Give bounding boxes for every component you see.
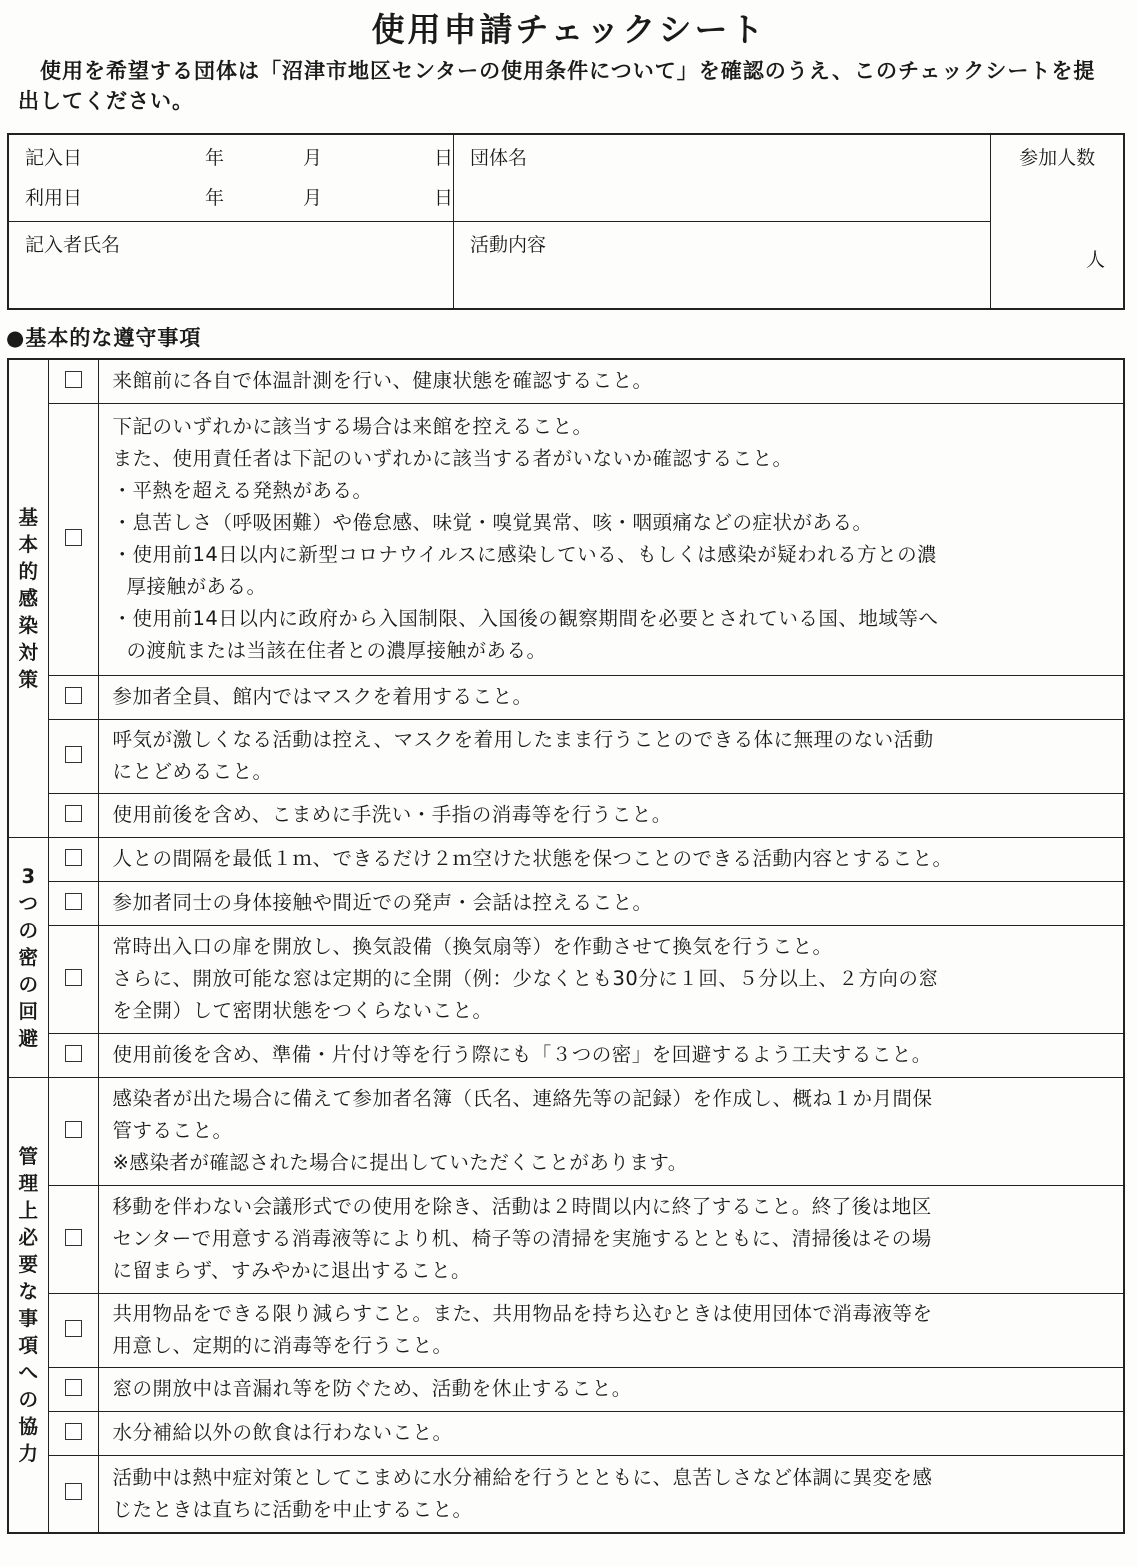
checklist-row — [8, 881, 1124, 925]
rule-line: 用意し、定期的に消毒等を行うこと。 — [112, 1334, 453, 1357]
rule-line: ・使用前14日以内に新型コロナウイルスに感染している、もしくは感染が疑われる方との濃 — [112, 543, 938, 566]
checkbox-cell — [48, 359, 98, 403]
checkbox[interactable] — [65, 1320, 82, 1337]
rule-line: ・平熱を超える発熱がある。 — [112, 479, 373, 502]
category-char: 基 — [18, 505, 38, 529]
rule-line: 参加者同士の身体接触や間近での発声・会話は控えること。 — [112, 891, 653, 914]
rules-checklist — [7, 358, 1125, 1534]
checkbox[interactable] — [65, 1379, 82, 1396]
checkbox-cell — [48, 1033, 98, 1077]
rule-line: さらに、開放可能な窓は定期的に全開（例：少なくとも30分に１回、５分以上、２方向の窓 — [112, 967, 939, 990]
category-char: 感 — [18, 586, 38, 610]
rule-text — [98, 719, 1124, 793]
checkbox[interactable] — [65, 529, 82, 546]
checkbox[interactable] — [65, 805, 82, 822]
checkbox[interactable] — [65, 849, 82, 866]
rule-line: ・使用前14日以内に政府から入国制限、入国後の観察期間を必要とされている国、地域等へ — [112, 607, 939, 630]
rule-line: に留まらず、すみやかに退出すること。 — [112, 1259, 471, 1282]
rule-line: 水分補給以外の飲食は行わないこと。 — [112, 1421, 453, 1444]
category-char: な — [18, 1279, 38, 1303]
checkbox[interactable] — [65, 1121, 82, 1138]
entry-year-field[interactable]: 年 — [205, 147, 225, 169]
checkbox-cell — [48, 1077, 98, 1185]
applicant-info-table — [7, 133, 1125, 310]
checkbox[interactable] — [65, 969, 82, 986]
category-label — [8, 359, 48, 837]
rule-line: 活動中は熱中症対策としてこまめに水分補給を行うとともに、息苦しさなど体調に異変を感 — [112, 1465, 933, 1489]
page-title: 使用申請チェックシート — [371, 10, 767, 49]
category-char: 項 — [18, 1333, 38, 1357]
category-char: 上 — [18, 1198, 38, 1222]
rule-text — [98, 1367, 1124, 1411]
rule-line: 窓の開放中は音漏れ等を防ぐため、活動を休止すること。 — [112, 1377, 632, 1400]
rule-line: 下記のいずれかに該当する場合は来館を控えること。 — [112, 415, 593, 438]
rule-line: を全開）して密閉状態をつくらないこと。 — [112, 999, 493, 1022]
rule-line: 参加者全員、館内ではマスクを着用すること。 — [112, 685, 533, 708]
checklist-row — [8, 403, 1124, 675]
checklist-row — [8, 1411, 1124, 1455]
category-char: 対 — [18, 640, 38, 664]
writer-name-label: 記入者氏名 — [25, 233, 121, 256]
checkbox-cell — [48, 403, 98, 675]
participants-label: 参加人数 — [1019, 147, 1096, 169]
rule-text — [98, 1185, 1124, 1293]
rule-text — [98, 1411, 1124, 1455]
rule-line: 常時出入口の扉を開放し、換気設備（換気扇等）を作動させて換気を行うこと。 — [112, 935, 833, 958]
rule-line: ・息苦しさ（呼吸困難）や倦怠感、味覚・嗅覚異常、咳・咽頭痛などの症状がある。 — [112, 511, 873, 534]
checkbox-cell — [48, 675, 98, 719]
use-month-field[interactable]: 月 — [303, 187, 323, 209]
category-char: つ — [18, 891, 38, 915]
category-char: 染 — [18, 613, 38, 637]
checklist-row — [8, 719, 1124, 793]
checklist-row — [8, 1455, 1124, 1533]
rule-text — [98, 793, 1124, 837]
rule-text — [98, 925, 1124, 1033]
rule-text — [98, 1293, 1124, 1367]
category-char: 的 — [18, 559, 38, 583]
checklist-row — [8, 1185, 1124, 1293]
section-heading: ●基本的な遵守事項 — [6, 326, 202, 350]
participants-field[interactable] — [991, 134, 1124, 309]
checkbox[interactable] — [65, 1423, 82, 1440]
checkbox-cell — [48, 793, 98, 837]
rule-line: また、使用責任者は下記のいずれかに該当する者がいないか確認すること。 — [112, 447, 793, 470]
checklist-row — [8, 1077, 1124, 1185]
checkbox-cell — [48, 1367, 98, 1411]
category-char: 本 — [18, 532, 38, 556]
use-date-label: 利用日 — [25, 187, 83, 209]
rule-line: 移動を伴わない会議形式での使用を除き、活動は２時間以内に終了すること。終了後は地区 — [112, 1195, 932, 1218]
rule-line: 呼気が激しくなる活動は控え、マスクを着用したまま行うことのできる体に無理のない活動 — [112, 728, 934, 751]
checkbox[interactable] — [65, 746, 82, 763]
category-char: 必 — [18, 1225, 38, 1249]
category-char: の — [18, 1387, 38, 1411]
category-char: へ — [18, 1360, 38, 1384]
checkbox[interactable] — [65, 1229, 82, 1246]
checklist-row — [8, 925, 1124, 1033]
category-char: 事 — [18, 1306, 38, 1330]
participants-unit: 人 — [1085, 249, 1105, 271]
checkbox-cell — [48, 1455, 98, 1533]
rule-line: 人との間隔を最低１ｍ、できるだけ２ｍ空けた状態を保つことのできる活動内容とすること。 — [112, 847, 953, 870]
category-char: 協 — [18, 1414, 38, 1438]
rule-text — [98, 1455, 1124, 1533]
checkbox-cell — [48, 837, 98, 881]
checklist-row — [8, 359, 1124, 403]
checkbox-cell — [48, 1185, 98, 1293]
rule-line: 使用前後を含め、準備・片付け等を行う際にも「３つの密」を回避するよう工夫すること。 — [112, 1043, 932, 1066]
checkbox[interactable] — [65, 1483, 82, 1500]
checklist-row — [8, 793, 1124, 837]
rule-line: じたときは直ちに活動を中止すること。 — [112, 1497, 473, 1521]
category-char: 回 — [18, 999, 38, 1023]
entry-date-label: 記入日 — [25, 147, 83, 169]
rule-text — [98, 1077, 1124, 1185]
checkbox-cell — [48, 1293, 98, 1367]
checklist-row — [8, 837, 1124, 881]
rule-text — [98, 675, 1124, 719]
rule-line: 使用前後を含め、こまめに手洗い・手指の消毒等を行うこと。 — [112, 803, 672, 826]
date-cell — [8, 134, 454, 221]
checkbox[interactable] — [65, 893, 82, 910]
rule-text — [98, 359, 1124, 403]
checkbox[interactable] — [65, 687, 82, 704]
category-label — [8, 837, 48, 1077]
entry-month-field[interactable]: 月 — [303, 147, 323, 169]
checkbox-cell — [48, 1411, 98, 1455]
rule-text — [98, 1033, 1124, 1077]
checklist-row — [8, 1033, 1124, 1077]
intro-text: 使用を希望する団体は「沼津市地区センターの使用条件について」を確認のうえ、このチェックシートを提出してください。 — [18, 59, 1096, 113]
entry-day-field[interactable]: 日 — [433, 147, 453, 169]
rule-line: 共用物品をできる限り減らすこと。また、共用物品を持ち込むときは使用団体で消毒液等を — [112, 1302, 933, 1325]
rule-line: 感染者が出た場合に備えて参加者名簿（氏名、連絡先等の記録）を作成し、概ね１か月間保 — [112, 1087, 933, 1110]
category-char: 管 — [18, 1144, 38, 1168]
use-day-field[interactable]: 日 — [433, 187, 453, 209]
rule-line: 来館前に各自で体温計測を行い、健康状態を確認すること。 — [112, 369, 653, 393]
activity-field[interactable] — [454, 221, 991, 309]
activity-label: 活動内容 — [470, 233, 547, 256]
rule-line: 厚接触がある。 — [126, 575, 267, 598]
category-char: 力 — [18, 1441, 38, 1465]
group-name-label: 団体名 — [470, 147, 528, 169]
rule-line: にとどめること。 — [112, 760, 273, 783]
rule-line: ※感染者が確認された場合に提出していただくことがあります。 — [112, 1151, 688, 1174]
checklist-row — [8, 1293, 1124, 1367]
category-char: 策 — [18, 667, 38, 691]
checkbox-cell — [48, 925, 98, 1033]
category-label — [8, 1077, 48, 1533]
category-char: 密 — [18, 945, 38, 969]
category-char: の — [18, 918, 38, 942]
use-year-field[interactable]: 年 — [205, 187, 225, 209]
rule-line: センターで用意する消毒液等により机、椅子等の清掃を実施するとともに、清掃後はその場 — [112, 1227, 932, 1250]
checklist-row — [8, 1367, 1124, 1411]
category-char: 避 — [18, 1026, 38, 1050]
rule-line: 管すること。 — [112, 1119, 233, 1142]
checkbox-cell — [48, 719, 98, 793]
category-char: 理 — [18, 1171, 38, 1195]
rule-text — [98, 403, 1124, 675]
writer-name-field[interactable] — [8, 221, 454, 309]
checkbox[interactable] — [65, 371, 82, 388]
category-char: 3 — [21, 864, 36, 888]
category-char: 要 — [18, 1252, 38, 1276]
rule-text — [98, 837, 1124, 881]
rule-line: の渡航または当該在住者との濃厚接触がある。 — [126, 639, 547, 662]
category-char: の — [18, 972, 38, 996]
rule-text — [98, 881, 1124, 925]
checkbox[interactable] — [65, 1045, 82, 1062]
group-name-field[interactable] — [454, 134, 991, 221]
checklist-row — [8, 675, 1124, 719]
checkbox-cell — [48, 881, 98, 925]
